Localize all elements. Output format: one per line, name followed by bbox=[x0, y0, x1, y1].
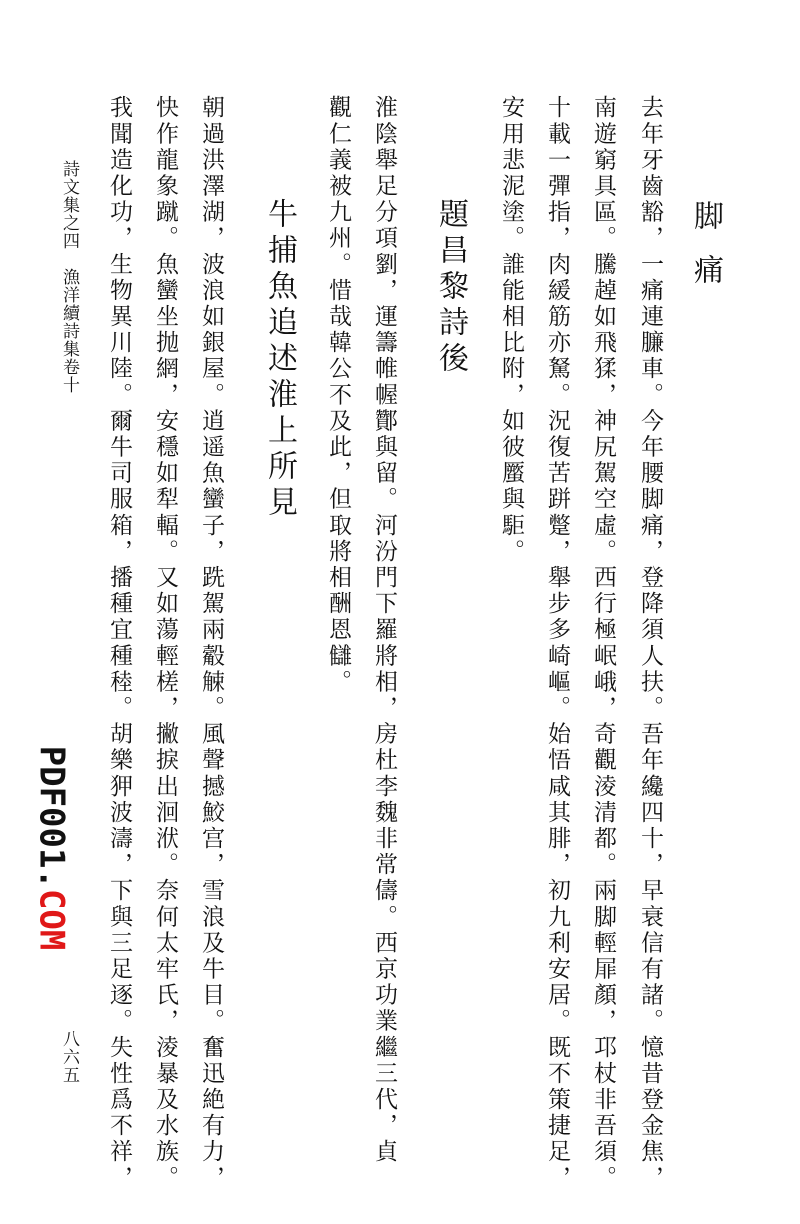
watermark-prefix: PDF001. bbox=[31, 745, 71, 889]
poem-line: 淮陰舉足分項劉，運籌帷幄酇與留。河汾門下羅將相，房杜李魏非常儔。西京功業繼三代，貞 bbox=[371, 95, 397, 1166]
poem-line: 朝過洪澤湖，波浪如銀屋。逍遥魚蠻子，跣駕兩觳觫。風聲撼鮫宫，雪浪及牛目。奮迅絶有力， bbox=[198, 95, 224, 1192]
poem-line: 我聞造化功，生物異川陸。爾牛司服箱，播種宜種稑。胡樂狎波濤，下與三足逐。失性爲不祥， bbox=[106, 95, 132, 1192]
poem-line: 快作龍象蹴。魚蠻坐抛網，安穩如犁輻。又如蕩輕槎，撇捩出洄洑。奈何太牢氏，淩暴及水族。 bbox=[152, 95, 178, 1192]
running-title: 詩文集之四 漁洋續詩集卷十 bbox=[59, 160, 79, 394]
poem-line: 南遊窮具區。騰趠如飛猱，神尻駕空虛。西行極岷峨，奇觀淩清都。兩脚輕屝顏，邛杖非吾須。 bbox=[590, 95, 616, 1192]
watermark-suffix: COM bbox=[31, 888, 71, 951]
poem-title-changli: 題昌黎詩後 bbox=[433, 198, 468, 378]
watermark-logo bbox=[27, 745, 75, 951]
poem-line: 十載一彈指，肉緩筋亦駑。況復苦跰蹩，舉步多崎嶇。始悟咸其腓，初九利安居。既不策捷足， bbox=[544, 95, 570, 1192]
page-number: 八六五 bbox=[59, 1030, 79, 1084]
poem-line: 觀仁義被九州。惜哉韓公不及此，但取將相酬恩讎。 bbox=[325, 95, 351, 696]
poem-line: 去年牙齒豁，一痛連臁車。今年腰脚痛，登降須人扶。吾年纔四十，早衰信有諸。憶昔登金焦， bbox=[637, 95, 663, 1192]
poem-title-foot-pain: 脚痛 bbox=[688, 200, 723, 308]
poem-line: 安用悲泥塗。誰能相比附，如彼蟨與駏。 bbox=[498, 95, 524, 565]
poem-title-ox-fishing: 牛捕魚追述淮上所見 bbox=[262, 198, 297, 522]
